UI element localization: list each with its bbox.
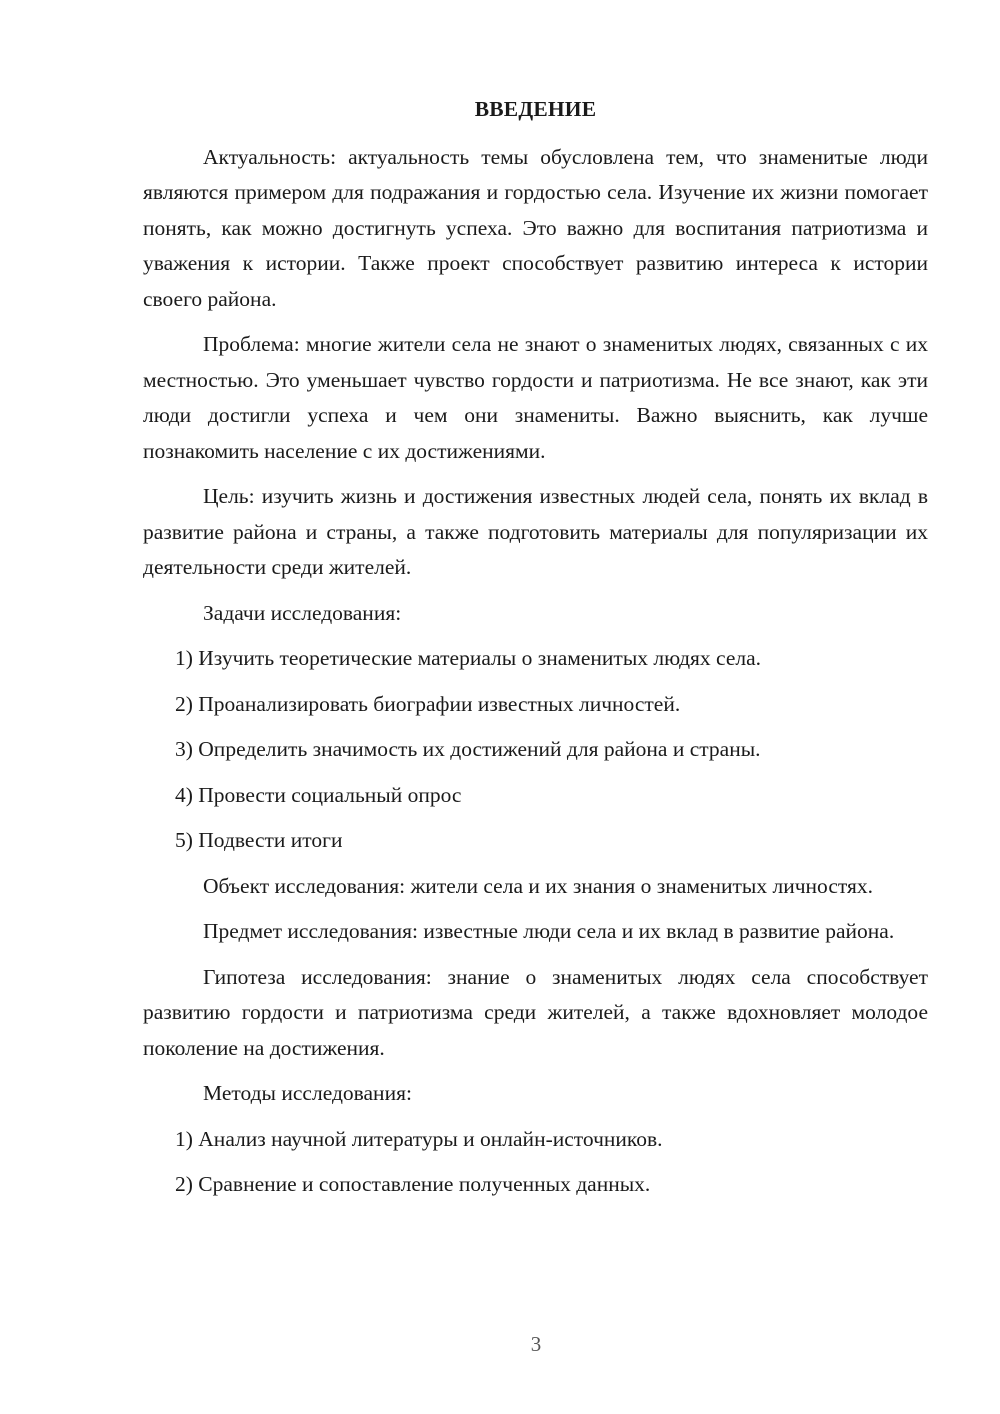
tasks-list bbox=[143, 641, 928, 859]
subject-paragraph: Предмет исследования: известные люди села и их вклад в развитие района. bbox=[203, 919, 895, 943]
goal-paragraph: Цель: изучить жизнь и достижения известных людей села, понять их вклад в развитие района и страны, а также подготовить материалы для популяризации их деятельности среди жителей. bbox=[143, 484, 928, 579]
list-item: 3) Определить значимость их достижений для района и страны. bbox=[175, 737, 761, 761]
tasks-heading: Задачи исследования: bbox=[203, 600, 402, 625]
hypothesis-paragraph: Гипотеза исследования: знание о знаменитых людях села способствует развитию гордости и патриотизма среди жителей, а также вдохновляет молодое поколение на достижения. bbox=[143, 964, 928, 1060]
list-item: 2) Сравнение и сопоставление полученных данных. bbox=[175, 1172, 651, 1196]
list-item: 2) Проанализировать биографии известных личностей. bbox=[175, 691, 681, 716]
methods-heading: Методы исследования: bbox=[203, 1081, 412, 1105]
list-item: 4) Провести социальный опрос bbox=[175, 782, 462, 807]
methods-list bbox=[143, 1122, 928, 1203]
document-title: ВВЕДЕНИЕ bbox=[474, 97, 597, 121]
problem-paragraph: Проблема: многие жители села не знают о знаменитых людях, связанных с их местностью. Это уменьшает чувство гордости и патриотизма. Не все знают, как эти люди достигли успеха и чем они знамениты. Важно выяснить, как лучше познакомить население с их достижениями. bbox=[143, 332, 928, 463]
relevance-paragraph: Актуальность: актуальность темы обусловлена тем, что знаменитые люди являются примером для подражания и гордостью села. Изучение их жизни помогает понять, как можно достигнуть успеха. Это важно для воспитания патриотизма и уважения к истории. Также проект способствует развитию интереса к истории своего района. bbox=[143, 144, 928, 311]
page-number: 3 bbox=[530, 1332, 542, 1356]
list-item: 5) Подвести итоги bbox=[175, 828, 343, 852]
list-item: 1) Анализ научной литературы и онлайн-источников. bbox=[175, 1126, 663, 1151]
list-item: 1) Изучить теоретические материалы о знаменитых людях села. bbox=[175, 646, 762, 670]
object-paragraph: Объект исследования: жители села и их знания о знаменитых личностях. bbox=[203, 873, 873, 898]
document-page bbox=[143, 92, 928, 1213]
